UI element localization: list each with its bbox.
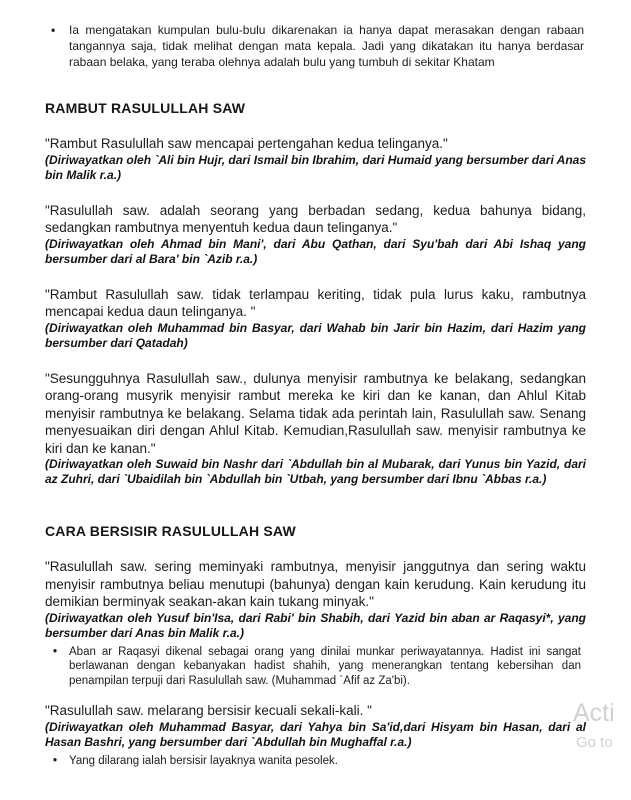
- hadith-attribution: (Diriwayatkan oleh Ahmad bin Mani', dari Abu Qathan, dari Syu'bah dari Abi Ishaq yang bersumber dari al Bara' bin `Azib r.a.): [45, 236, 586, 266]
- intro-note-text: Ia mengatakan kumpulan bulu-bulu dikarenakan ia hanya dapat merasakan dengan rabaan tangannya saja, tidak melihat dengan mata kepala. Jadi yang dikatakan itu hanya berdasar rabaan belaka, yang teraba olehnya adalah bulu yang tumbuh di sekitar Khatam: [69, 23, 584, 69]
- hadith-note: [45, 754, 586, 769]
- section-heading-rambut: RAMBUT RASULULLAH SAW: [45, 100, 246, 116]
- intro-note: [45, 22, 586, 70]
- hadith-quote: "Rambut Rasulullah saw. tidak terlampau keriting, tidak pula lurus kaku, rambutnya mencapai kedua daun telinganya. ": [45, 286, 586, 319]
- hadith-attribution: (Diriwayatkan oleh Yusuf bin'Isa, dari Rabi' bin Shabih, dari Yazid bin aban ar Raqasyi*, yang bersumber dari Anas bin Malik r.a.): [45, 610, 586, 640]
- hadith-attribution: (Diriwayatkan oleh Muhammad Basyar, dari Yahya bin Sa'id,dari Hisyam bin Hasan, dari al Hasan Bashri, yang bersumber dari `Abdullah bin Mughaffal r.a.): [45, 719, 586, 749]
- hadith-entry: [45, 702, 586, 768]
- hadith-attribution: (Diriwayatkan oleh Muhammad bin Basyar, dari Wahab bin Jarir bin Hazim, dari Hazim yang bersumber dari Qatadah): [45, 320, 586, 350]
- windows-activation-watermark: [573, 698, 615, 752]
- hadith-entry: [45, 286, 586, 351]
- hadith-entry: [45, 370, 586, 488]
- hadith-entry: [45, 202, 586, 267]
- hadith-entry: [45, 558, 586, 688]
- hadith-attribution: (Diriwayatkan oleh `Ali bin Hujr, dari Ismail bin Ibrahim, dari Humaid yang bersumber dari Anas bin Malik r.a.): [45, 152, 587, 182]
- hadith-quote: "Sesungguhnya Rasulullah saw., dulunya menyisir rambutnya ke belakang, sedangkan orang-orang musyrik menyisir rambut mereka ke kiri dan ke kanan, dan Ahlul Kitab menyisir rambutnya ke belakang. Selama tidak ada perintah lain, Rasulullah saw. Senang menyesuaikan diri dengan Ahlul Kitab. Kemudian,Rasulullah saw. menyisir rambutnya ke kiri dan ke kanan.": [45, 370, 586, 456]
- section-heading-cara-bersisir: CARA BERSISIR RASULULLAH SAW: [45, 523, 296, 539]
- watermark-line-2: Go to: [576, 734, 613, 751]
- watermark-line-1: Acti: [573, 699, 615, 727]
- hadith-quote: "Rambut Rasulullah saw mencapai pertengahan kedua telinganya.": [45, 136, 448, 151]
- bullet-icon: [53, 645, 69, 660]
- hadith-quote: "Rasulullah saw. adalah seorang yang berbadan sedang, kedua bahunya bidang, sedangkan rambutnya menyentuh kedua daun telinganya.": [45, 202, 586, 235]
- hadith-entry: [45, 135, 586, 183]
- hadith-note-text: Aban ar Raqasyi dikenal sebagai orang yang dinilai munkar periwayatannya. Hadist ini sangat berlawanan dengan kebanyakan hadist shahih, yang menerangkan tentang kebersihan dan penampilan terpuji dari Rasulullah saw. (Muhammad `Afif az Za'bi).: [69, 645, 581, 687]
- hadith-quote: "Rasulullah saw. melarang bersisir kecuali sekali-kali. ": [45, 703, 372, 718]
- hadith-note: [45, 645, 586, 689]
- hadith-note-text: Yang dilarang ialah bersisir layaknya wanita pesolek.: [69, 754, 338, 767]
- hadith-attribution: (Diriwayatkan oleh Suwaid bin Nashr dari `Abdullah bin al Mubarak, dari Yunus bin Yazid, dari az Zuhri, dari `Ubaidilah bin `Abdullah bin `Utbah, yang bersumber dari Ibnu `Abbas r.a.): [45, 457, 586, 486]
- bullet-icon: [53, 754, 69, 769]
- hadith-quote: "Rasulullah saw. sering meminyaki rambutnya, menyisir janggutnya dan sering waktu menyisir rambutnya beliau menutupi (bahunya) dengan kain kerudung. Kain kerudung itu demikian berminyak seakan-akan kain tukang minyak.": [45, 559, 586, 609]
- bullet-icon: [51, 22, 69, 38]
